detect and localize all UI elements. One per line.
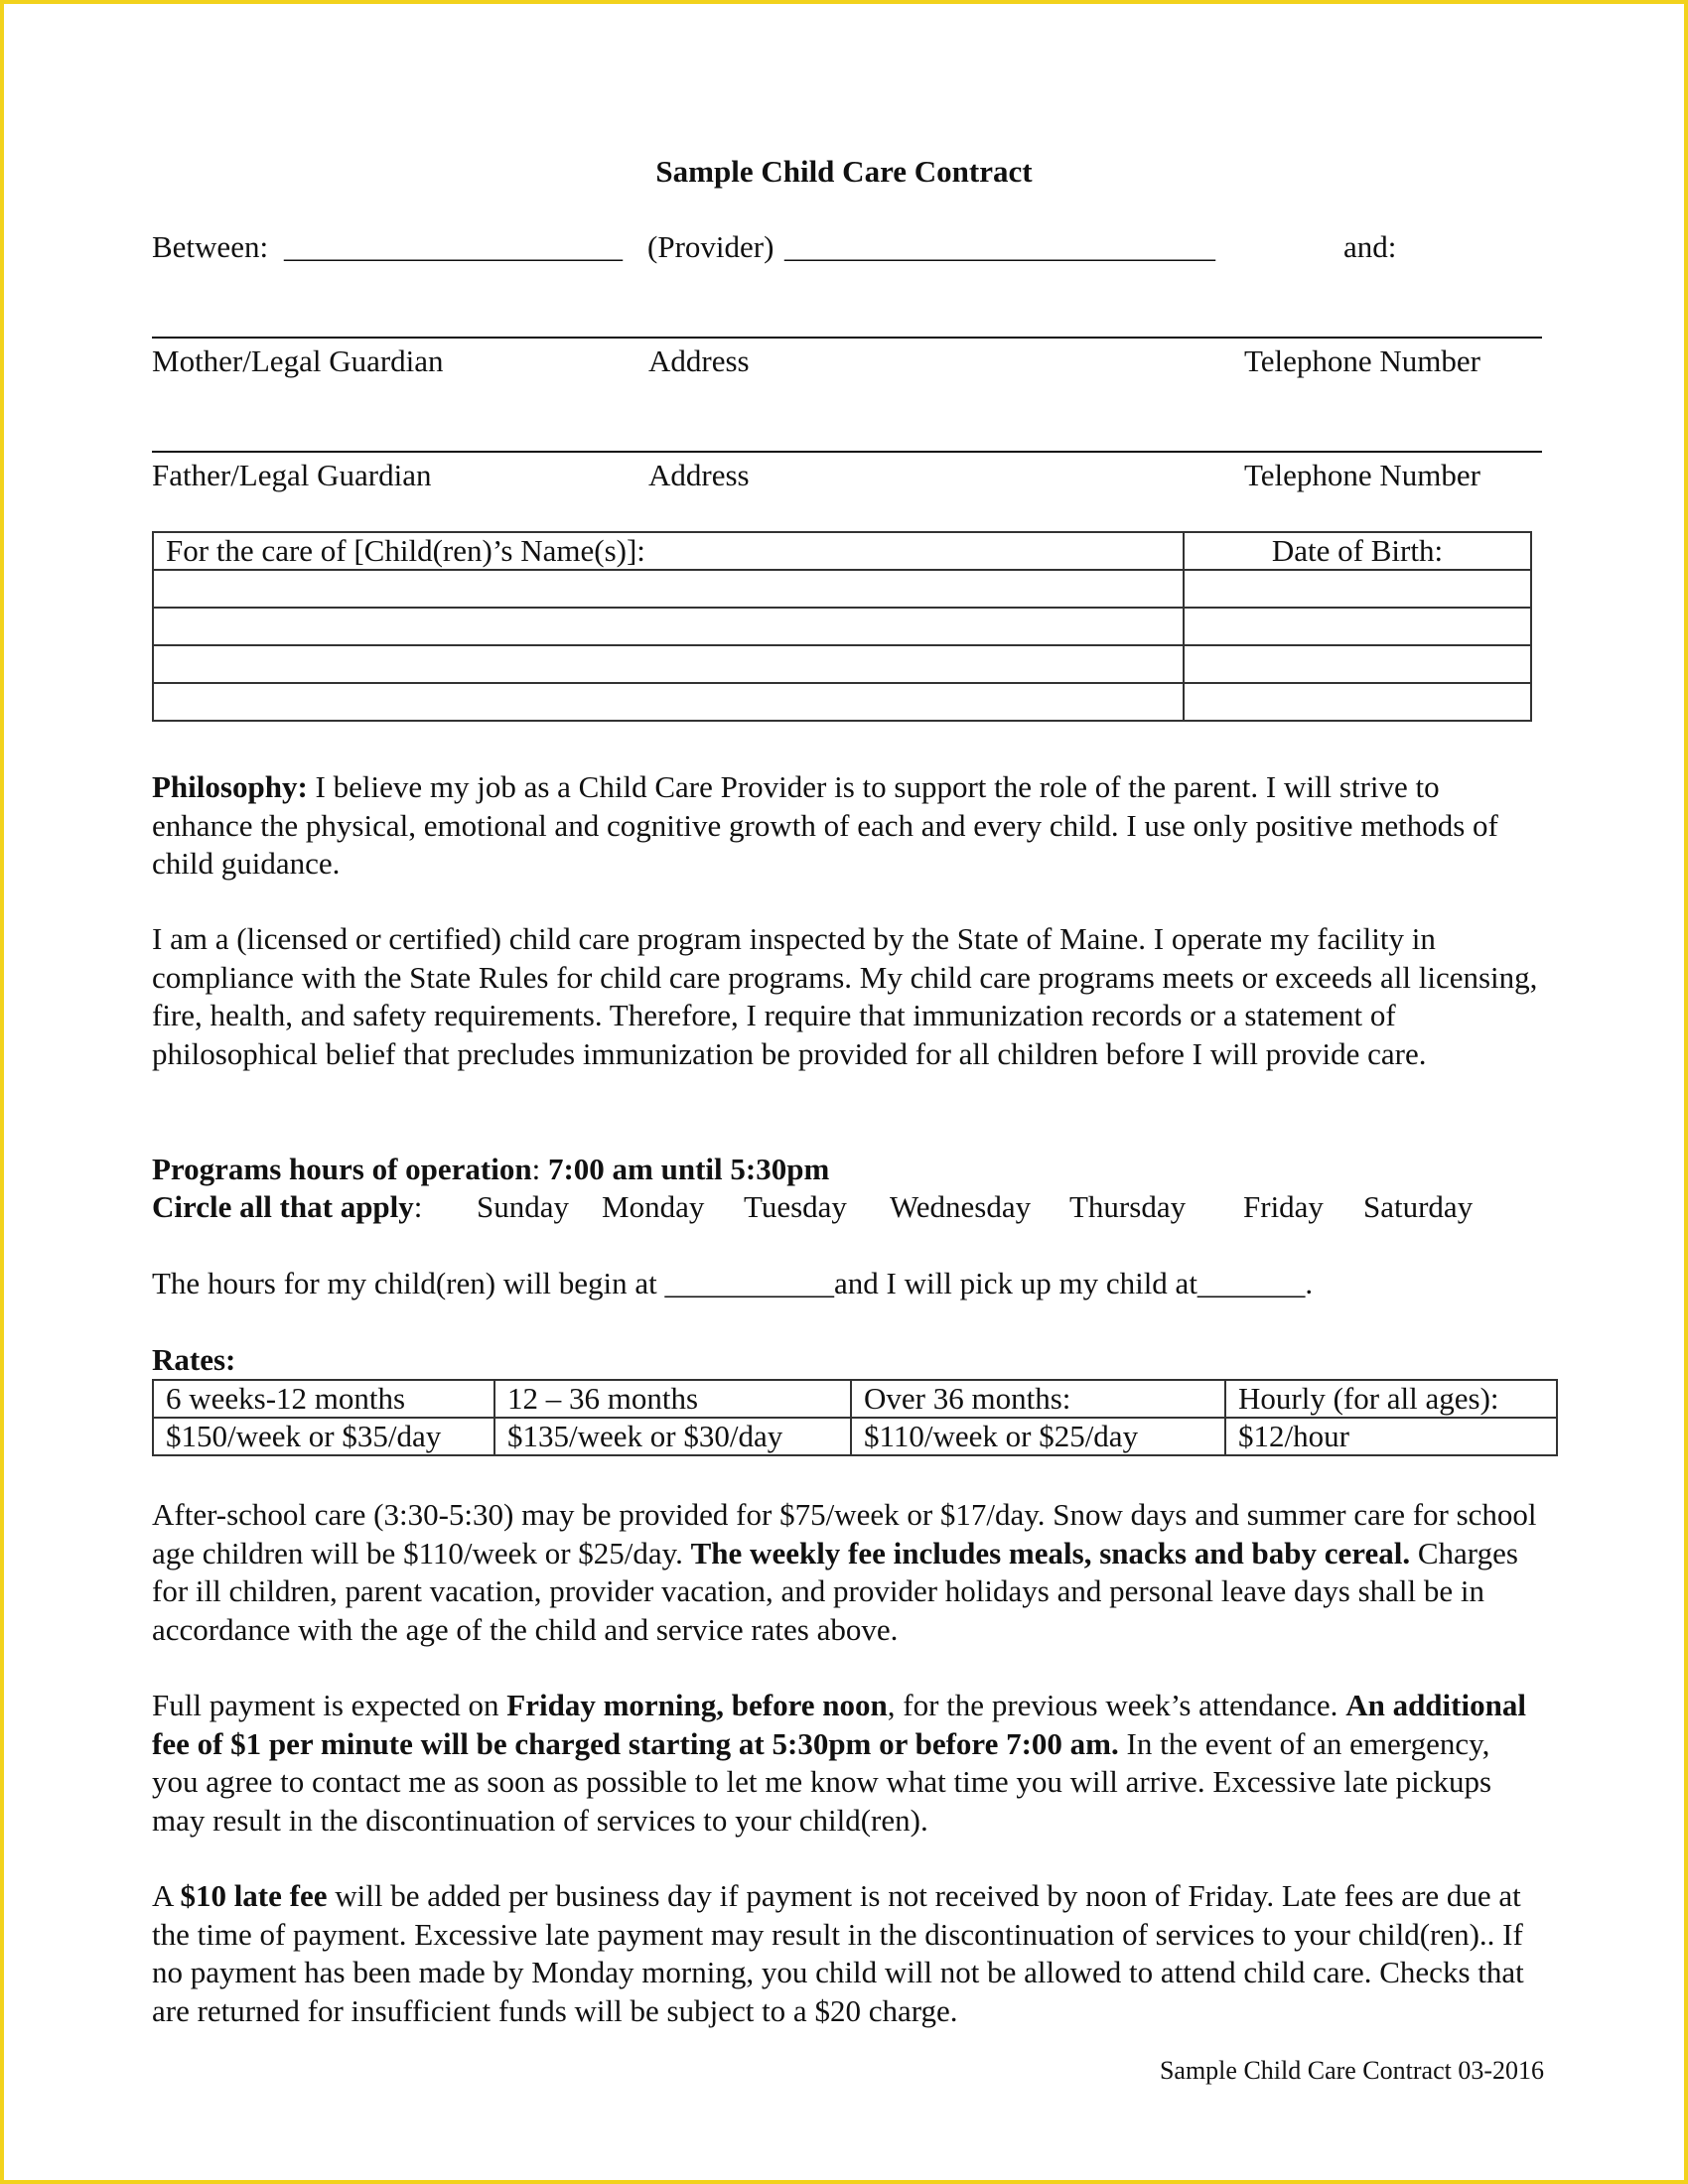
payment-text: , for the previous week’s attendance.	[887, 1688, 1346, 1722]
rate-header-toddler: 12 – 36 months	[494, 1380, 851, 1418]
provider-label: (Provider)	[647, 229, 774, 264]
and-label: and:	[1343, 229, 1397, 264]
child-dob-cell[interactable]	[1184, 608, 1531, 645]
parent-name-blank[interactable]: ____________________________	[784, 229, 1215, 264]
date-of-birth-header: Date of Birth:	[1184, 532, 1531, 570]
child-name-cell[interactable]	[153, 608, 1184, 645]
child-dob-cell[interactable]	[1184, 645, 1531, 683]
philosophy-text: I believe my job as a Child Care Provider is to support the role of the parent. I will strive to enhance the physical, emotional and cognitive growth of each and every child. I use only positive methods of child guidance.	[152, 769, 1498, 881]
provider-name-blank[interactable]: ______________________	[284, 229, 623, 264]
table-row	[153, 570, 1531, 608]
day-friday[interactable]: Friday	[1243, 1189, 1324, 1224]
rate-value-over-36: $110/week or $25/day	[851, 1418, 1225, 1455]
children-table	[152, 531, 1532, 722]
rate-header-over-36: Over 36 months:	[851, 1380, 1225, 1418]
father-telephone-label: Telephone Number	[1244, 458, 1480, 492]
rates-table	[152, 1379, 1558, 1456]
child-name-cell[interactable]	[153, 683, 1184, 721]
table-row	[153, 608, 1531, 645]
between-label: Between:	[152, 229, 269, 264]
page-footer: Sample Child Care Contract 03-2016	[1159, 2056, 1544, 2085]
day-tuesday[interactable]: Tuesday	[744, 1189, 847, 1224]
day-thursday[interactable]: Thursday	[1069, 1189, 1187, 1224]
circle-colon: :	[413, 1189, 423, 1224]
late-fee-paragraph	[152, 1877, 1542, 2030]
child-name-header: For the care of [Child(ren)’s Name(s)]:	[153, 532, 1184, 570]
rate-header-infant: 6 weeks-12 months	[153, 1380, 494, 1418]
mother-address-label: Address	[648, 343, 750, 378]
days-list	[4, 1188, 1684, 1226]
after-school-paragraph	[152, 1496, 1542, 1649]
father-guardian-label: Father/Legal Guardian	[152, 458, 432, 492]
rates-label: Rates:	[152, 1342, 236, 1377]
philosophy-label: Philosophy:	[152, 769, 308, 804]
rate-value-hourly: $12/hour	[1225, 1418, 1557, 1455]
table-row	[153, 645, 1531, 683]
rate-value-toddler: $135/week or $30/day	[494, 1418, 851, 1455]
rate-header-hourly: Hourly (for all ages):	[1225, 1380, 1557, 1418]
table-row	[153, 1380, 1557, 1418]
day-wednesday[interactable]: Wednesday	[890, 1189, 1032, 1224]
charges-text: Charges for ill children, parent vacation, provider vacation, and provider holidays and personal leave days shall be in accordance with the age of the child and service rates above.	[152, 1535, 1518, 1647]
day-saturday[interactable]: Saturday	[1363, 1189, 1474, 1224]
child-dob-cell[interactable]	[1184, 683, 1531, 721]
payment-due: Friday morning, before noon	[506, 1688, 888, 1722]
licensing-paragraph: I am a (licensed or certified) child care program inspected by the State of Maine. I operate my facility in compliance with the State Rules for child care programs. My child care programs meets or exceeds all licensing, fire, health, and safety requirements. Therefore, I require that immunization records or a statement of philosophical belief that precludes immunization be provided for all children before I will provide care.	[152, 921, 1538, 1071]
late-fee-text: will be added per business day if payment is not received by noon of Friday. Late fees are due at the time of payment. Excessive late payment may result in the discontinuation of services to your child(ren).. If no payment has been made by Monday morning, you child will not be allowed to attend child care. Checks that are returned for insufficient funds will be subject to a $20 charge.	[152, 1878, 1524, 2028]
table-row	[153, 683, 1531, 721]
late-fee-amount: $10 late fee	[180, 1878, 328, 1913]
child-name-cell[interactable]	[153, 570, 1184, 608]
table-row	[153, 532, 1531, 570]
hours-label: Programs hours of operation	[152, 1152, 532, 1186]
late-pickup-fee: An additional fee of $1 per minute will be charged starting at 5:30pm or before 7:00 am.	[152, 1688, 1526, 1761]
hours-value: 7:00 am until 5:30pm	[547, 1152, 830, 1186]
payment-text: Full payment is expected on	[152, 1688, 507, 1722]
father-address-label: Address	[648, 458, 750, 492]
father-signature-line[interactable]	[152, 451, 1542, 453]
rate-value-infant: $150/week or $35/day	[153, 1418, 494, 1455]
day-monday[interactable]: Monday	[602, 1189, 705, 1224]
late-fee-text: A	[152, 1878, 181, 1913]
weekly-fee-includes: The weekly fee includes meals, snacks and baby cereal.	[690, 1535, 1411, 1570]
mother-signature-line[interactable]	[152, 337, 1542, 339]
child-name-cell[interactable]	[153, 645, 1184, 683]
child-dob-cell[interactable]	[1184, 570, 1531, 608]
mother-telephone-label: Telephone Number	[1244, 343, 1480, 378]
after-school-text: After-school care (3:30-5:30) may be provided for $75/week or $17/day. Snow days and summer care for school age children will be $110/week or $25/day.	[152, 1497, 1537, 1570]
payment-paragraph	[152, 1687, 1542, 1840]
hours-colon: :	[531, 1152, 548, 1186]
payment-text: In the event of an emergency, you agree to contact me as soon as possible to let me know what time you will arrive. Excessive late pickups may result in the discontinuation of services to your child(ren).	[152, 1725, 1492, 1838]
hours-of-operation-line	[152, 1151, 829, 1188]
day-sunday[interactable]: Sunday	[477, 1189, 569, 1224]
pickup-hours-line[interactable]: The hours for my child(ren) will begin at ___________and I will pick up my child at_______.	[152, 1266, 1314, 1300]
table-row	[153, 1418, 1557, 1455]
page-title: Sample Child Care Contract	[655, 154, 1033, 189]
mother-guardian-label: Mother/Legal Guardian	[152, 343, 444, 378]
philosophy-paragraph	[152, 768, 1542, 884]
circle-label: Circle all that apply	[152, 1189, 414, 1224]
